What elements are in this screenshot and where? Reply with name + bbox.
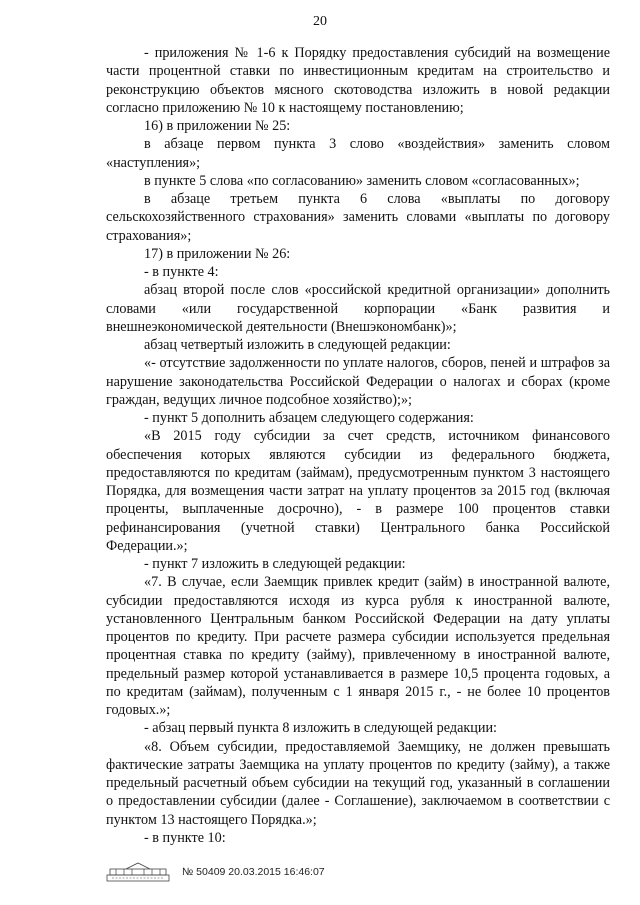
paragraph: - абзац первый пункта 8 изложить в следующей редакции: <box>144 720 497 737</box>
paragraph: - пункт 7 изложить в следующей редакции: <box>144 556 406 572</box>
paragraph: абзац четвертый изложить в следующей редакции: <box>144 337 451 353</box>
paragraph: - в пункте 10: <box>144 829 226 846</box>
page-number: 20 <box>313 14 327 29</box>
paragraph: абзац второй после слов «российской кредитной организации» дополнить словами «или государственной корпорации «Банк развития и внешнеэкономической деятельности (Внешэкономбанк)»; <box>106 282 610 335</box>
document-footer <box>106 862 325 882</box>
building-seal-icon <box>106 862 170 882</box>
paragraph: 17) в приложении № 26: <box>144 245 291 262</box>
paragraph: «- отсутствие задолженности по уплате налогов, сборов, пеней и штрафов за нарушение законодательства Российской Федерации о налогах и сборах (кроме граждан, ведущих личное подсобное хозяйство);»; <box>106 355 610 408</box>
document-stamp: № 50409 20.03.2015 16:46:07 <box>182 866 325 878</box>
paragraph: в абзаце первом пункта 3 слово «воздействия» заменить словом «наступления»; <box>106 136 610 171</box>
paragraph: «В 2015 году субсидии за счет средств, источником финансового обеспечения которых являются субсидии из федерального бюджета, предоставляются по кредитам (займам), предусмотренным пунктом 3 настоящего Порядка, для возмещения части затрат на уплату процентов за 2015 год (включая проценты, выплаченные досрочно), - в размере 100 процентов ставки рефинансирования (учетной ставки) Центрального банка Российской Федерации.»; <box>106 428 610 554</box>
document-body <box>106 44 610 847</box>
paragraph: в абзаце третьем пункта 6 слова «выплаты по договору сельскохозяйственного страхования» заменить словами «выплаты по договору страхования»; <box>106 191 610 244</box>
paragraph: 16) в приложении № 25: <box>144 118 291 134</box>
paragraph: - в пункте 4: <box>144 264 219 280</box>
paragraph: - пункт 5 дополнить абзацем следующего содержания: <box>144 410 474 426</box>
paragraph: в пункте 5 слова «по согласованию» заменить словом «согласованных»; <box>144 172 580 189</box>
paragraph: «8. Объем субсидии, предоставляемой Заемщику, не должен превышать фактические затраты Заемщика на уплату процентов по кредиту (займу), а также предельный расчетный объем субсидии на текущий год, указанный в соглашении о предоставлении субсидии (далее - Соглашение), заключаемом в соответствии с пунктом 13 настоящего Порядка.»; <box>106 738 610 828</box>
paragraph: - приложения № 1-6 к Порядку предоставления субсидий на возмещение части процентной ставки по инвестиционным кредитам на строительство и реконструкцию объектов мясного скотоводства изложить в новой редакции согласно приложению № 10 к настоящему постановлению; <box>106 45 610 116</box>
paragraph: «7. В случае, если Заемщик привлек кредит (займ) в иностранной валюте, субсидии предоставляются исходя из курса рубля к иностранной валюте, установленного Центральным банком Российской Федерации на дату уплаты процентов по кредиту. При расчете размера субсидии используется предельная процентная ставка по кредиту (займу), привлеченному в иностранной валюте, предельный размер которой устанавливается в размере 10,5 процента годовых, а по кредитам (займам), полученным с 1 января 2015 г., - не более 10 процентов годовых.»; <box>106 574 610 718</box>
